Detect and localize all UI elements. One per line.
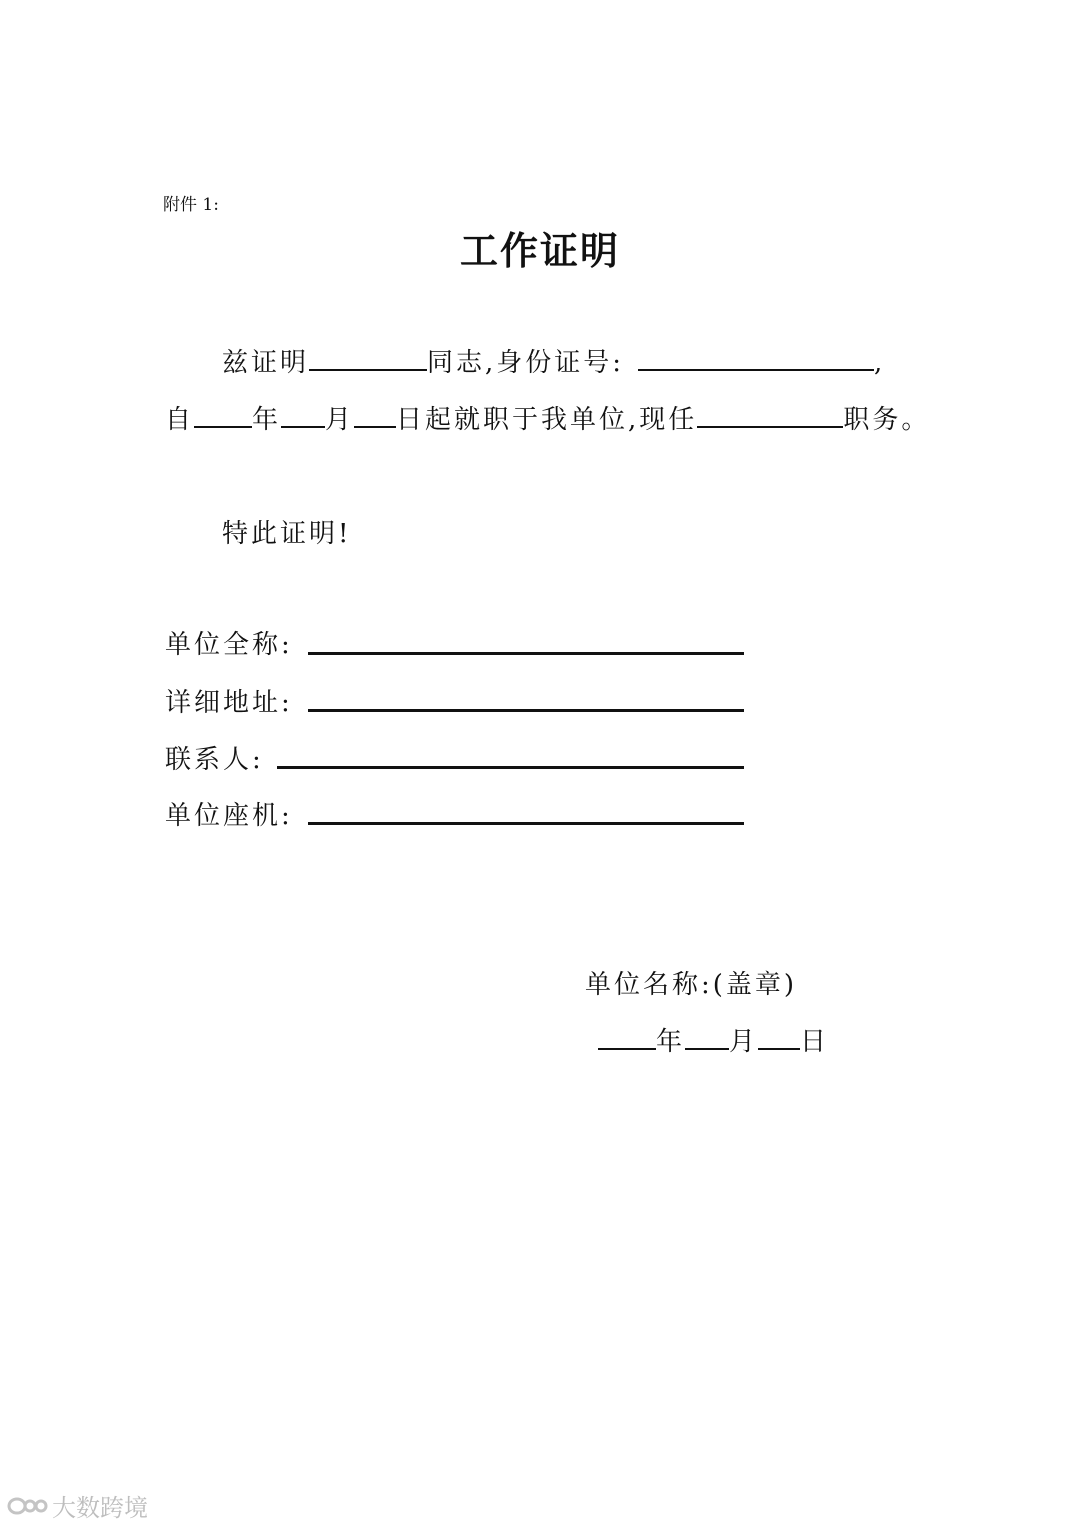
sign-year-text: 年	[656, 1027, 686, 1057]
sign-month-text: 月	[729, 1027, 759, 1057]
paragraph-line-1	[222, 342, 885, 379]
start-day-blank	[354, 425, 396, 428]
sign-day-blank	[758, 1047, 800, 1050]
watermark-logo-icon	[6, 1495, 48, 1517]
day-employed-text: 日起就职于我单位,现任	[396, 405, 698, 435]
contact-person-label: 联系人:	[165, 745, 264, 775]
name-blank	[309, 368, 427, 371]
sign-year-blank	[598, 1047, 656, 1050]
position-blank	[697, 425, 843, 428]
paragraph-line-2	[165, 399, 930, 436]
comrade-id-text: 同志,身份证号:	[427, 348, 625, 378]
watermark-text: 大数跨境	[52, 1494, 148, 1522]
unit-name-seal-text: 单位名称:(盖章)	[585, 970, 798, 1000]
unit-phone-line	[308, 822, 744, 825]
contact-person-line	[277, 766, 744, 769]
id-number-blank	[638, 368, 874, 371]
attachment-label: 附件 1:	[163, 195, 219, 215]
sign-month-blank	[685, 1047, 729, 1050]
start-year-blank	[194, 425, 252, 428]
watermark	[6, 1488, 148, 1523]
signature-date	[598, 1021, 829, 1058]
document-title: 工作证明	[459, 229, 620, 273]
month-text: 月	[325, 405, 355, 435]
certify-text: 兹证明	[222, 348, 310, 378]
unit-full-name-line	[308, 652, 744, 655]
unit-phone-label: 单位座机:	[165, 801, 293, 831]
from-text: 自	[165, 405, 195, 435]
hereby-certify-text: 特此证明!	[222, 519, 352, 549]
unit-full-name-label: 单位全称:	[165, 630, 293, 660]
comma-text: ,	[874, 348, 886, 378]
sign-day-text: 日	[800, 1027, 830, 1057]
year-text: 年	[252, 405, 282, 435]
post-text: 职务。	[843, 405, 931, 435]
detailed-address-line	[308, 709, 744, 712]
detailed-address-label: 详细地址:	[165, 688, 293, 718]
start-month-blank	[281, 425, 325, 428]
